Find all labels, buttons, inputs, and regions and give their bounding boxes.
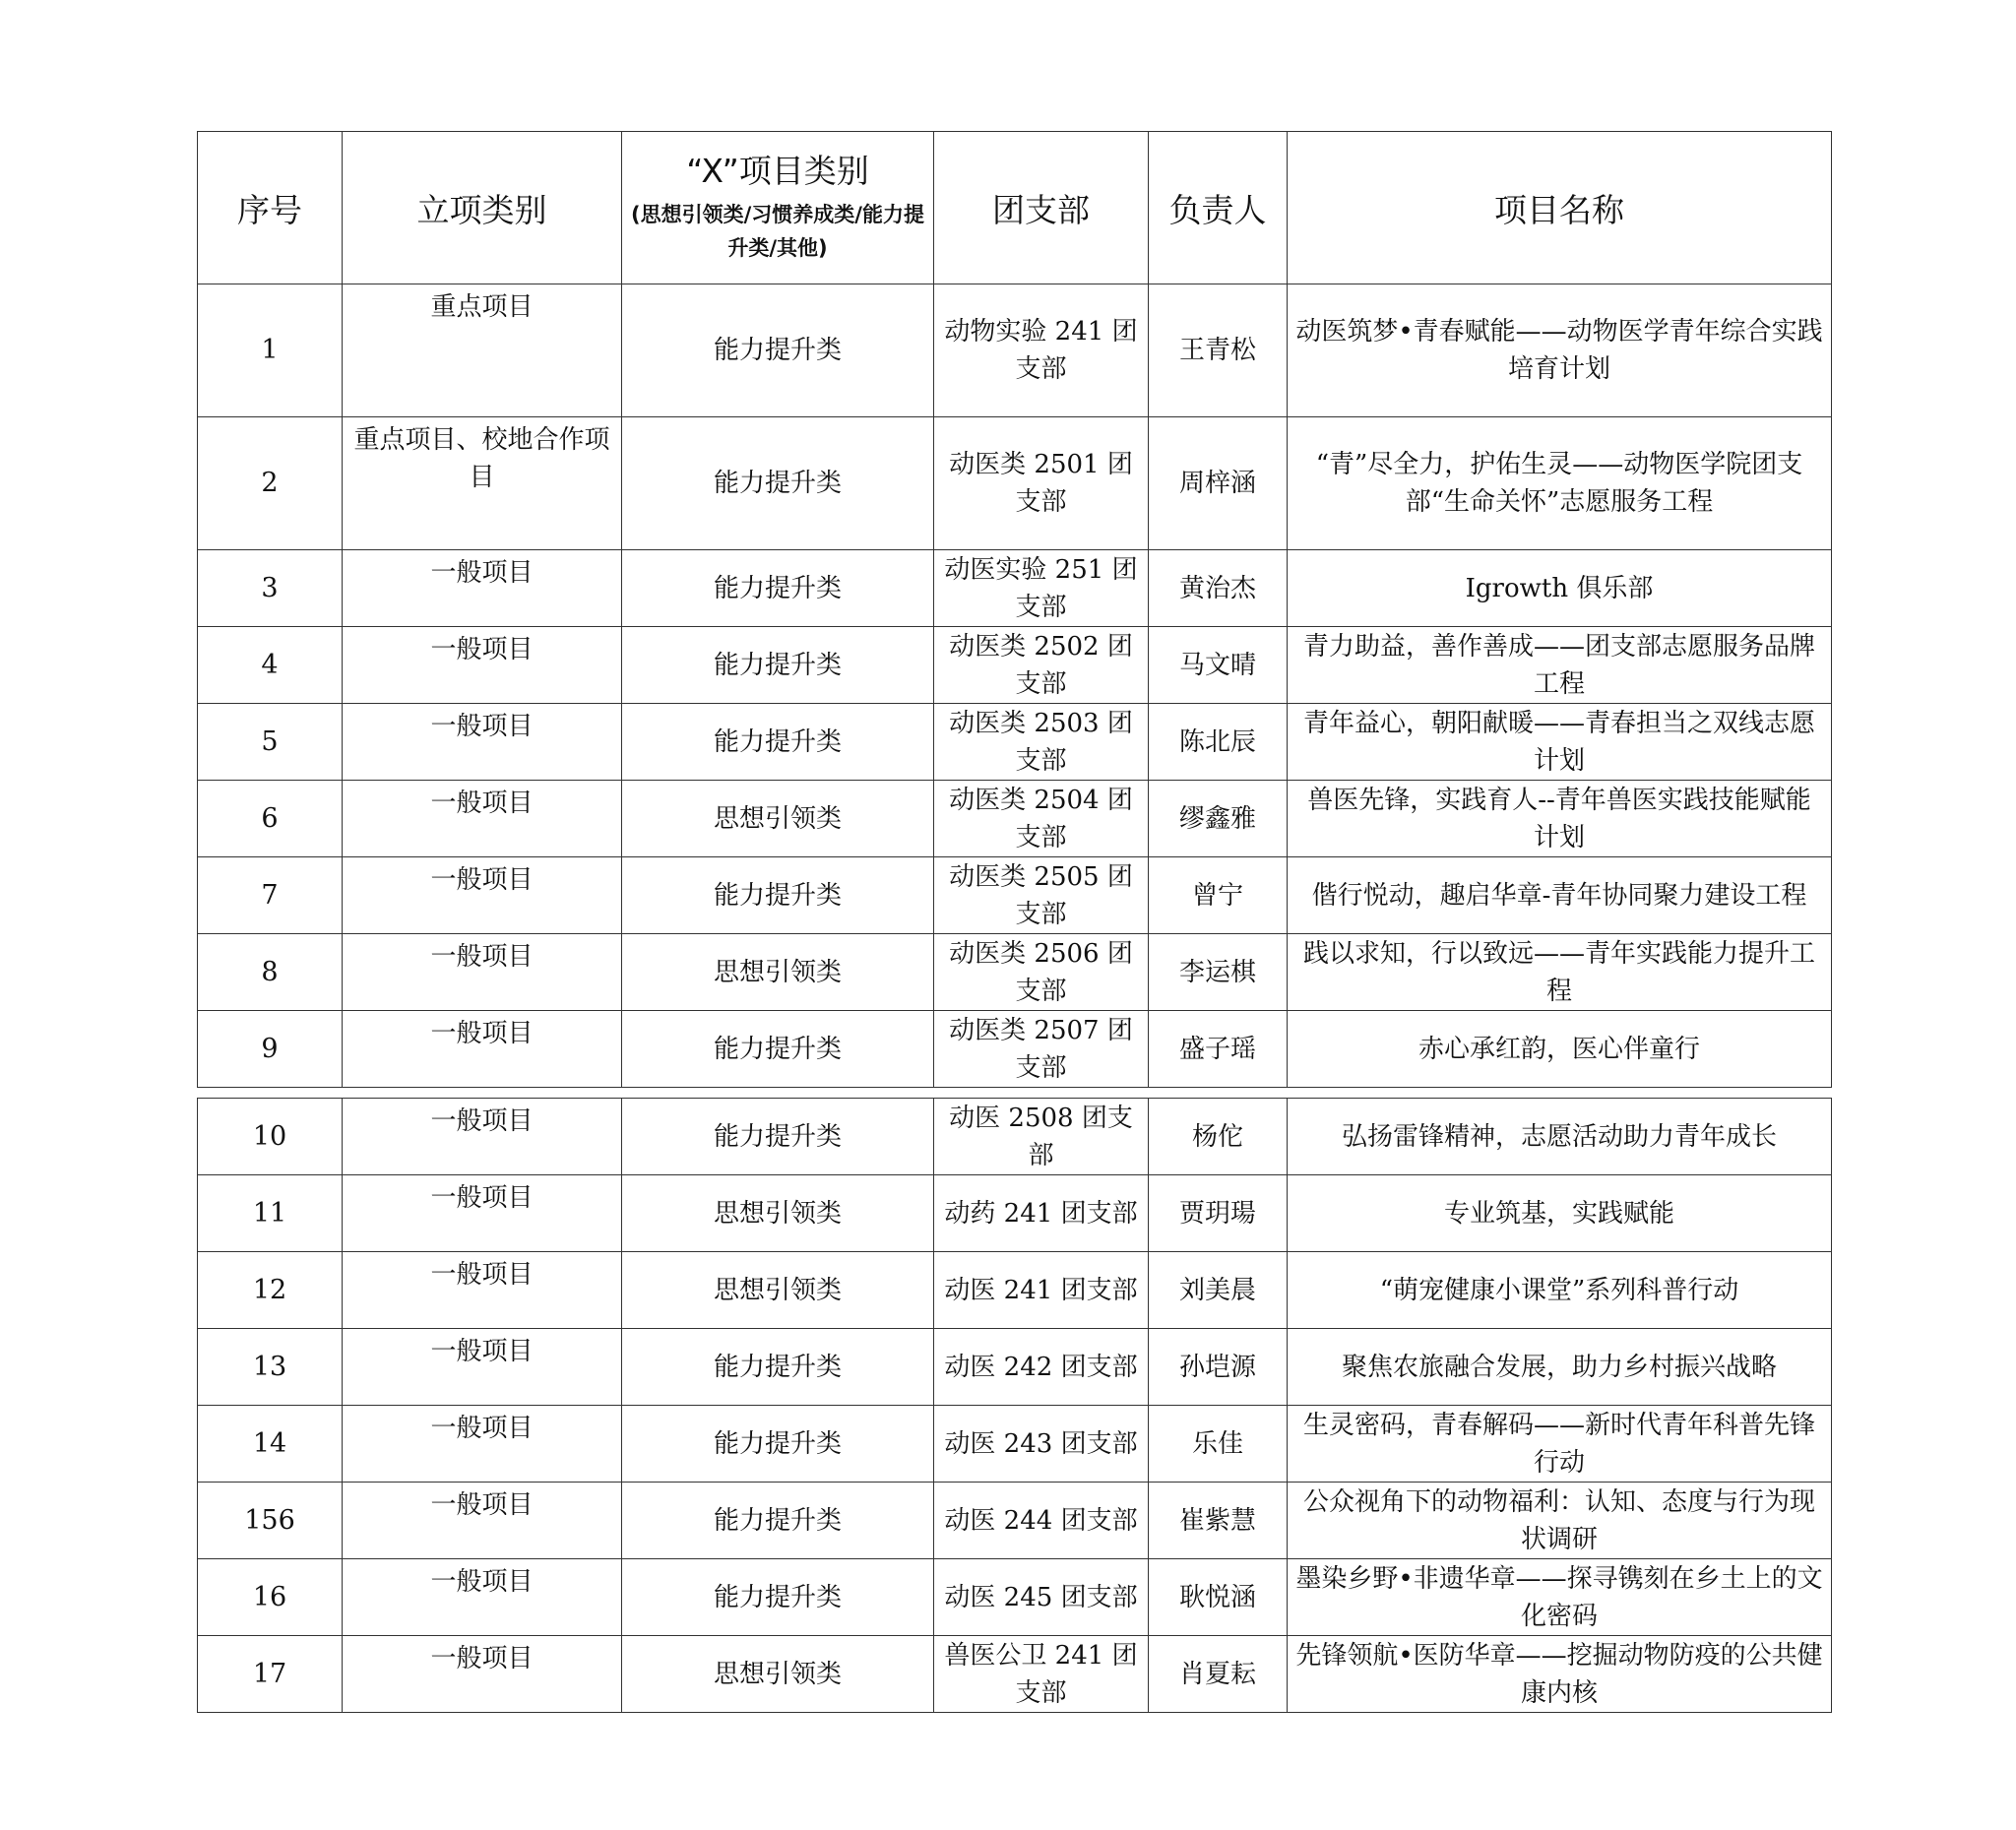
header-x-category bbox=[622, 132, 934, 284]
row-project-name: “青”尽全力，护佑生灵——动物医学院团支部“生命关怀”志愿服务工程 bbox=[1288, 417, 1832, 550]
row-branch: 动医类 2503 团支部 bbox=[934, 704, 1149, 781]
row-number: 13 bbox=[198, 1329, 343, 1406]
row-leader: 贾玥瑒 bbox=[1149, 1175, 1288, 1252]
table-row bbox=[198, 284, 1832, 417]
row-project-type: 一般项目 bbox=[343, 550, 622, 627]
row-project-type: 一般项目 bbox=[343, 1636, 622, 1713]
row-number: 1 bbox=[198, 284, 343, 417]
row-project-name: 动医筑梦•青春赋能——动物医学青年综合实践培育计划 bbox=[1288, 284, 1832, 417]
header-x-category-title: “X”项目类别 bbox=[686, 152, 869, 190]
row-number: 14 bbox=[198, 1406, 343, 1483]
table-row bbox=[198, 857, 1832, 934]
row-number: 10 bbox=[198, 1099, 343, 1175]
row-branch: 动药 241 团支部 bbox=[934, 1175, 1149, 1252]
row-branch: 兽医公卫 241 团支部 bbox=[934, 1636, 1149, 1713]
row-x-category: 思想引领类 bbox=[622, 1636, 934, 1713]
row-x-category: 思想引领类 bbox=[622, 934, 934, 1011]
row-project-type: 一般项目 bbox=[343, 1252, 622, 1329]
project-table-part-1 bbox=[197, 131, 1832, 1088]
row-project-type: 一般项目 bbox=[343, 1099, 622, 1175]
row-number: 3 bbox=[198, 550, 343, 627]
row-leader: 陈北辰 bbox=[1149, 704, 1288, 781]
row-project-type: 一般项目 bbox=[343, 1011, 622, 1088]
row-project-type: 一般项目 bbox=[343, 704, 622, 781]
table-row bbox=[198, 1252, 1832, 1329]
table-row bbox=[198, 1175, 1832, 1252]
row-project-name: 生灵密码，青春解码——新时代青年科普先锋行动 bbox=[1288, 1406, 1832, 1483]
row-branch: 动医实验 251 团支部 bbox=[934, 550, 1149, 627]
row-leader: 杨佗 bbox=[1149, 1099, 1288, 1175]
row-number: 5 bbox=[198, 704, 343, 781]
row-project-name: Igrowth 俱乐部 bbox=[1288, 550, 1832, 627]
row-x-category: 能力提升类 bbox=[622, 1099, 934, 1175]
row-leader: 缪鑫雅 bbox=[1149, 781, 1288, 857]
row-number: 8 bbox=[198, 934, 343, 1011]
row-leader: 周梓涵 bbox=[1149, 417, 1288, 550]
row-x-category: 能力提升类 bbox=[622, 857, 934, 934]
row-leader: 肖夏耘 bbox=[1149, 1636, 1288, 1713]
row-x-category: 能力提升类 bbox=[622, 627, 934, 704]
row-project-name: 墨染乡野•非遗华章——探寻镌刻在乡土上的文化密码 bbox=[1288, 1559, 1832, 1636]
table-row bbox=[198, 1099, 1832, 1175]
row-branch: 动医类 2504 团支部 bbox=[934, 781, 1149, 857]
row-project-type: 一般项目 bbox=[343, 1483, 622, 1559]
row-project-name: 先锋领航•医防华章——挖掘动物防疫的公共健康内核 bbox=[1288, 1636, 1832, 1713]
row-branch: 动医 2508 团支部 bbox=[934, 1099, 1149, 1175]
table-row bbox=[198, 550, 1832, 627]
row-project-name: 兽医先锋，实践育人--青年兽医实践技能赋能计划 bbox=[1288, 781, 1832, 857]
table-row bbox=[198, 1011, 1832, 1088]
row-branch: 动医 243 团支部 bbox=[934, 1406, 1149, 1483]
table-row bbox=[198, 704, 1832, 781]
header-leader: 负责人 bbox=[1149, 132, 1288, 284]
row-number: 12 bbox=[198, 1252, 343, 1329]
table-row bbox=[198, 627, 1832, 704]
row-branch: 动医类 2507 团支部 bbox=[934, 1011, 1149, 1088]
row-project-name: 专业筑基，实践赋能 bbox=[1288, 1175, 1832, 1252]
row-leader: 乐佳 bbox=[1149, 1406, 1288, 1483]
row-project-name: 赤心承红韵，医心伴童行 bbox=[1288, 1011, 1832, 1088]
row-leader: 王青松 bbox=[1149, 284, 1288, 417]
row-project-type: 一般项目 bbox=[343, 857, 622, 934]
row-number: 4 bbox=[198, 627, 343, 704]
table-row bbox=[198, 417, 1832, 550]
row-x-category: 能力提升类 bbox=[622, 417, 934, 550]
row-branch: 动医类 2502 团支部 bbox=[934, 627, 1149, 704]
row-leader: 崔紫慧 bbox=[1149, 1483, 1288, 1559]
header-name: 项目名称 bbox=[1288, 132, 1832, 284]
row-project-name: 青年益心，朝阳献暖——青春担当之双线志愿计划 bbox=[1288, 704, 1832, 781]
row-leader: 马文晴 bbox=[1149, 627, 1288, 704]
row-project-type: 一般项目 bbox=[343, 934, 622, 1011]
row-number: 7 bbox=[198, 857, 343, 934]
row-x-category: 思想引领类 bbox=[622, 1252, 934, 1329]
table-row bbox=[198, 934, 1832, 1011]
row-number: 17 bbox=[198, 1636, 343, 1713]
row-project-type: 一般项目 bbox=[343, 1406, 622, 1483]
row-x-category: 能力提升类 bbox=[622, 1329, 934, 1406]
row-project-name: 偕行悦动，趣启华章-青年协同聚力建设工程 bbox=[1288, 857, 1832, 934]
row-branch: 动医 245 团支部 bbox=[934, 1559, 1149, 1636]
row-project-name: 弘扬雷锋精神，志愿活动助力青年成长 bbox=[1288, 1099, 1832, 1175]
header-no: 序号 bbox=[198, 132, 343, 284]
row-leader: 曾宁 bbox=[1149, 857, 1288, 934]
row-branch: 动物实验 241 团支部 bbox=[934, 284, 1149, 417]
row-project-name: “萌宠健康小课堂”系列科普行动 bbox=[1288, 1252, 1832, 1329]
row-project-name: 青力助益，善作善成——团支部志愿服务品牌工程 bbox=[1288, 627, 1832, 704]
row-x-category: 能力提升类 bbox=[622, 1483, 934, 1559]
table-row bbox=[198, 1406, 1832, 1483]
row-leader: 耿悦涵 bbox=[1149, 1559, 1288, 1636]
row-project-name: 公众视角下的动物福利：认知、态度与行为现状调研 bbox=[1288, 1483, 1832, 1559]
row-x-category: 能力提升类 bbox=[622, 1559, 934, 1636]
row-number: 9 bbox=[198, 1011, 343, 1088]
table-row bbox=[198, 781, 1832, 857]
row-project-name: 践以求知，行以致远——青年实践能力提升工程 bbox=[1288, 934, 1832, 1011]
row-x-category: 思想引领类 bbox=[622, 1175, 934, 1252]
header-type: 立项类别 bbox=[343, 132, 622, 284]
row-branch: 动医 242 团支部 bbox=[934, 1329, 1149, 1406]
row-project-type: 一般项目 bbox=[343, 1329, 622, 1406]
row-branch: 动医类 2506 团支部 bbox=[934, 934, 1149, 1011]
row-x-category: 能力提升类 bbox=[622, 704, 934, 781]
row-project-type: 一般项目 bbox=[343, 1175, 622, 1252]
row-number: 16 bbox=[198, 1559, 343, 1636]
row-leader: 盛子瑶 bbox=[1149, 1011, 1288, 1088]
row-x-category: 能力提升类 bbox=[622, 1406, 934, 1483]
row-project-name: 聚焦农旅融合发展，助力乡村振兴战略 bbox=[1288, 1329, 1832, 1406]
table-row bbox=[198, 1559, 1832, 1636]
row-leader: 黄治杰 bbox=[1149, 550, 1288, 627]
row-number: 156 bbox=[198, 1483, 343, 1559]
row-branch: 动医类 2505 团支部 bbox=[934, 857, 1149, 934]
row-branch: 动医类 2501 团支部 bbox=[934, 417, 1149, 550]
row-project-type: 重点项目 bbox=[343, 284, 622, 417]
row-leader: 孙垲源 bbox=[1149, 1329, 1288, 1406]
row-x-category: 能力提升类 bbox=[622, 550, 934, 627]
table-row bbox=[198, 1483, 1832, 1559]
row-project-type: 重点项目、校地合作项目 bbox=[343, 417, 622, 550]
row-number: 6 bbox=[198, 781, 343, 857]
row-branch: 动医 241 团支部 bbox=[934, 1252, 1149, 1329]
row-branch: 动医 244 团支部 bbox=[934, 1483, 1149, 1559]
row-x-category: 思想引领类 bbox=[622, 781, 934, 857]
project-table-part-2 bbox=[197, 1098, 1832, 1713]
header-x-category-note: (思想引领类/习惯养成类/能力提升类/其他) bbox=[631, 203, 924, 260]
row-x-category: 能力提升类 bbox=[622, 284, 934, 417]
row-x-category: 能力提升类 bbox=[622, 1011, 934, 1088]
row-project-type: 一般项目 bbox=[343, 627, 622, 704]
table-row bbox=[198, 1636, 1832, 1713]
row-number: 11 bbox=[198, 1175, 343, 1252]
row-project-type: 一般项目 bbox=[343, 781, 622, 857]
header-branch: 团支部 bbox=[934, 132, 1149, 284]
header-row bbox=[198, 132, 1832, 284]
row-leader: 刘美晨 bbox=[1149, 1252, 1288, 1329]
row-number: 2 bbox=[198, 417, 343, 550]
table-row bbox=[198, 1329, 1832, 1406]
row-project-type: 一般项目 bbox=[343, 1559, 622, 1636]
row-leader: 李运棋 bbox=[1149, 934, 1288, 1011]
